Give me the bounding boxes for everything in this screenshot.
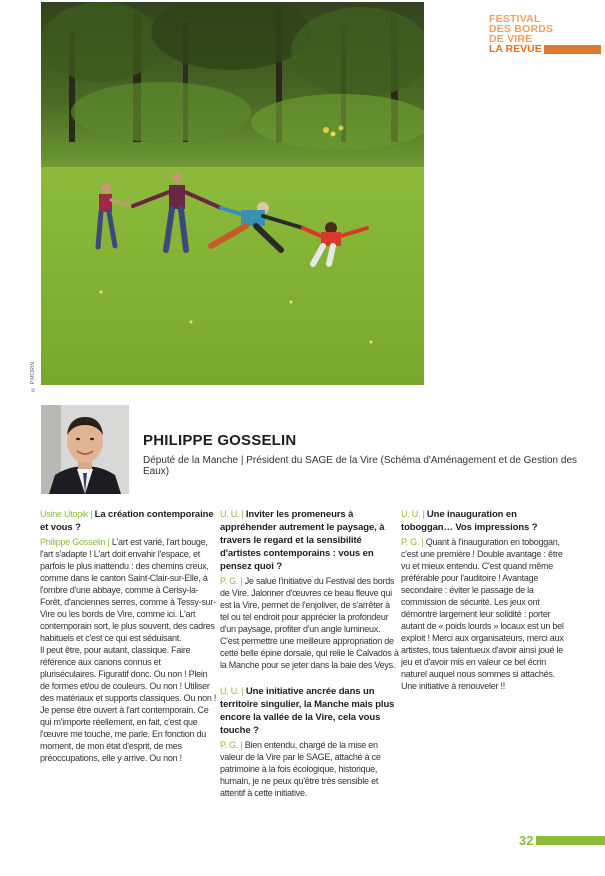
hero-photo bbox=[41, 2, 424, 385]
person-name: PHILIPPE GOSSELIN bbox=[143, 432, 297, 449]
portrait-illustration bbox=[41, 405, 129, 494]
answer-block bbox=[220, 739, 400, 799]
question-tag: U. U. | bbox=[401, 509, 425, 519]
page-number: 32 bbox=[519, 833, 534, 848]
revue-label: LA REVUE bbox=[489, 43, 542, 55]
answer-text: Bien entendu, chargé de la mise en valeur de la Vire par le SAGE, attaché à ce patrimoine à la fois écologique, historique, humain, je ne peux qu'être très sensible et attentif à cette initiative. bbox=[220, 740, 381, 798]
question-block bbox=[40, 508, 218, 534]
answer-text: Je salue l'initiative du Festival des bords de Vire. Jalonner d'œuvres ce beau fleuve qui est la Vire, permet de l'enjoliver, de s'arrêter à tel ou tel endroit pour apprécier la profondeur d'un paysage, profiter d'un angle lumineux. C'est permettre une meilleure appropriation de cette belle épine dorsale, qui relie le Calvados à la Manche pour se jeter dans la baie des Veys. bbox=[220, 576, 399, 670]
person-role: Député de la Manche | Président du SAGE de la Vire (Schéma d'Aménagement et de Gestion des Eaux) bbox=[143, 455, 578, 477]
interview-column-2 bbox=[220, 508, 400, 809]
question-text: La création contemporaine et vous ? bbox=[40, 509, 214, 533]
question-text: Une initiative ancrée dans un territoire singulier, la Manche mais plus encore la vallée de la Vire, cela vous touche ? bbox=[220, 686, 395, 736]
answer-text: Quant à l'inauguration en toboggan, c'est une première ! Double avantage : être vu et mieux entendu. C'est quand même préférable pour l'auditoire ! Avantage secondaire : éviter le passage de la commission de sécurité. Les jeux ont démontré largement leur solidité : porter autant de « poids lourds » locaux est un bel exploit ! Merci aux organisateurs, merci aux artistes, tous talentueux d'avoir ainsi joué le jeu et d'avoir mis en valeur ce bel écrin naturel auquel nous sommes si attachés. Une initiative à renouveler !! bbox=[401, 537, 564, 691]
portrait-photo bbox=[41, 405, 129, 494]
answer-block bbox=[40, 536, 218, 644]
festival-masthead bbox=[489, 14, 601, 54]
answer-tag: Philippe Gosselin | bbox=[40, 537, 110, 547]
festival-line: DE VIRE bbox=[489, 33, 533, 45]
photo-credit: © P.MORIN bbox=[30, 361, 36, 392]
page-accent-bar bbox=[536, 836, 605, 845]
hero-photo-illustration bbox=[41, 2, 424, 385]
festival-line: DES BORDS bbox=[489, 23, 554, 35]
question-block bbox=[220, 508, 400, 573]
festival-line: FESTIVAL bbox=[489, 13, 541, 25]
answer-block bbox=[220, 575, 400, 671]
question-block bbox=[220, 685, 400, 737]
interview-column-1 bbox=[40, 508, 218, 774]
question-text: Inviter les promeneurs à appréhender autrement le paysage, à travers le regard et la sensibilité d'artistes contemporains : vous en pensez quoi ? bbox=[220, 509, 385, 572]
interview-column-3 bbox=[401, 508, 566, 702]
page-number-block bbox=[519, 833, 605, 848]
answer-continuation: Il peut être, pour autant, classique. Faire référence aux canons connus et pluriséculaires. Figuratif donc. Ou non ! Plein de formes et/ou de couleurs. Ou non ! Utiliser des matériaux et supports classiques. Ou non ! Je pense être ouvert à l'art contemporain. Ce qui m'importe réellement, en fait, c'est que l'œuvre me touche, me parle. En fonction du moment, de mon état d'esprit, de mes préoccupations, elle y arrive. Ou non ! bbox=[40, 645, 217, 763]
answer-block bbox=[401, 536, 566, 692]
answer-tag: P. G. | bbox=[220, 740, 243, 750]
question-block bbox=[401, 508, 566, 534]
revue-accent-bar bbox=[544, 45, 601, 54]
answer-tag: P. G. | bbox=[220, 576, 243, 586]
revue-row bbox=[489, 44, 601, 54]
answer-text: L'art est varié, l'art bouge, l'art s'adapte ! L'art doit envahir l'espace, et parfois le plus inattendu : des chemins creux, comme dans le canton Saint-Clair-sur-Elle, à l'ombre d'une abbaye, comme à Cerisy-la-Forêt, d'anciennes serres, comme à Tessy-sur-Vire ou les bords de Vire, comme ici. L'art contemporain sort, le plus souvent, des cadres habituels et c'est ce qui est séduisant. bbox=[40, 537, 216, 643]
question-tag: U. U. | bbox=[220, 509, 244, 519]
answer-tag: P. G. | bbox=[401, 537, 424, 547]
question-text: Une inauguration en toboggan… Vos impressions ? bbox=[401, 509, 538, 533]
question-tag: U. U. | bbox=[220, 686, 244, 696]
question-tag: Usine Utopik | bbox=[40, 509, 93, 519]
